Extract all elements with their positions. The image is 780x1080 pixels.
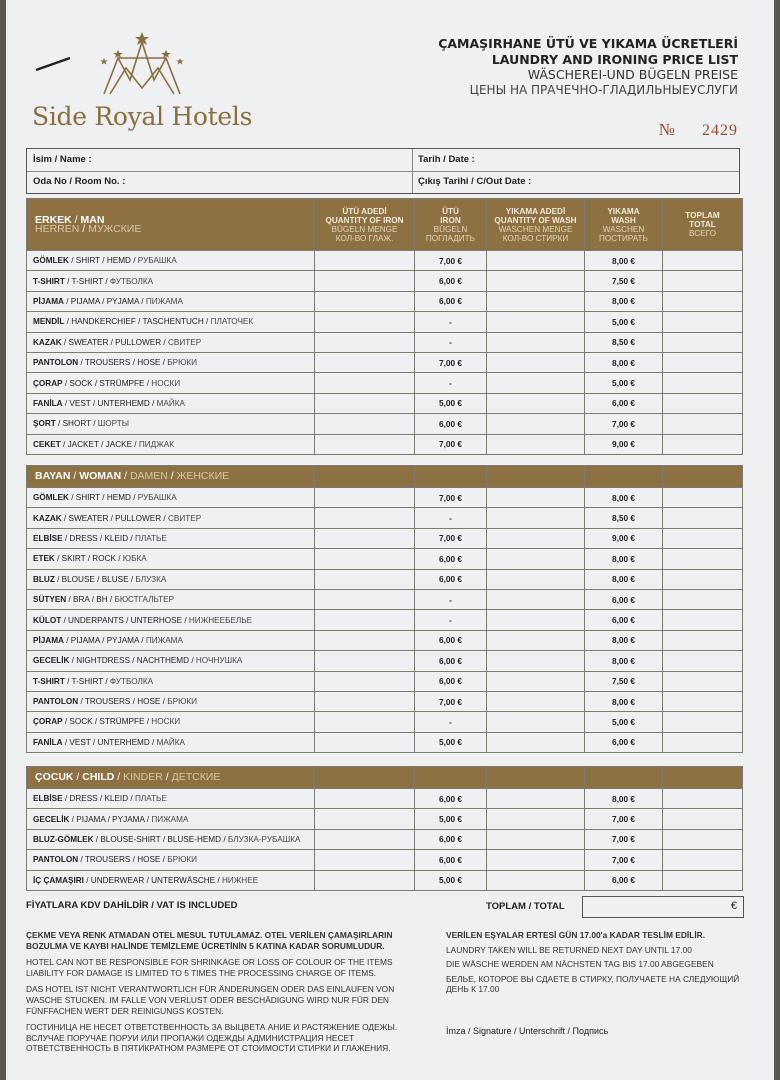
wash-price: 8,00 € [585,291,663,311]
brand-name: Side Royal Hotels [32,102,253,131]
total-cell[interactable] [663,393,743,413]
signature-field[interactable] [446,1026,608,1036]
iron-qty-cell[interactable] [315,312,415,332]
table-row [27,508,743,528]
iron-price: 5,00 € [415,809,487,829]
iron-qty-cell[interactable] [315,332,415,352]
item-label: BLUZ / BLOUSE / BLUSE / БЛУЗКА [27,569,315,589]
table-row [27,352,743,372]
iron-qty-cell[interactable] [315,434,415,454]
iron-qty-cell[interactable] [315,352,415,372]
wash-price: 7,00 € [585,850,663,870]
date-field[interactable]: Tarih / Date : [418,154,475,165]
table-row [27,291,743,311]
wash-price: 5,00 € [585,312,663,332]
wash-qty-cell[interactable] [487,630,585,650]
table-row [27,712,743,732]
item-label: PİJAMA / PIJAMA / PYJAMA / ПИЖАМА [27,630,315,650]
table-row [27,589,743,609]
return-note-tr: VERİLEN EŞYALAR ERTESİ GÜN 17.00'a KADAR TESLİM EDİLİR. [446,930,706,940]
total-cell[interactable] [663,291,743,311]
total-cell[interactable] [663,251,743,271]
wash-price: 7,50 € [585,671,663,691]
iron-price: 7,00 € [415,434,487,454]
iron-price: 6,00 € [415,651,487,671]
table-row [27,271,743,291]
wash-qty-cell[interactable] [487,691,585,711]
iron-qty-cell[interactable] [315,651,415,671]
total-cell[interactable] [663,712,743,732]
info-divider [412,149,413,193]
wash-price: 9,00 € [585,434,663,454]
wash-qty-cell[interactable] [487,312,585,332]
total-cell[interactable] [663,809,743,829]
wash-price: 7,00 € [585,829,663,849]
total-cell[interactable] [663,488,743,508]
serial-number [659,120,738,140]
total-cell[interactable] [663,671,743,691]
item-label: PANTOLON / TROUSERS / HOSE / БРЮКИ [27,691,315,711]
total-label: TOPLAM / TOTAL [486,901,565,912]
item-label: ÇORAP / SOCK / STRÜMPFE / НОСКИ [27,712,315,732]
table-row [27,549,743,569]
item-label: T-SHIRT / T-SHIRT / ФУТБОЛКА [27,671,315,691]
info-row-1 [27,149,739,172]
table-row [27,651,743,671]
item-label: SÜTYEN / BRA / BH / БЮСТГАЛЬТЕР [27,589,315,609]
iron-price: - [415,312,487,332]
wash-price: 8,00 € [585,569,663,589]
wash-qty-cell[interactable] [487,651,585,671]
wash-qty-cell[interactable] [487,850,585,870]
item-label: KAZAK / SWEATER / PULLOWER / СВИТЕР [27,508,315,528]
table-row [27,671,743,691]
return-notes [446,930,756,999]
iron-price: 6,00 € [415,671,487,691]
table-row [27,870,743,890]
iron-price: 7,00 € [415,251,487,271]
iron-qty-cell[interactable] [315,549,415,569]
hotel-logo [26,28,266,138]
wash-qty-cell[interactable] [487,809,585,829]
iron-price: 5,00 € [415,393,487,413]
men-price-table [26,198,743,455]
iron-qty-cell[interactable] [315,291,415,311]
wash-qty-cell[interactable] [487,589,585,609]
total-cell[interactable] [663,569,743,589]
col-wash: YIKAMA WASH WASCHEN ПОСТИРАТЬ [585,199,663,251]
wash-price: 7,50 € [585,271,663,291]
item-label: T-SHIRT / T-SHIRT / ФУТБОЛКА [27,271,315,291]
section-header-men: ERKEK / MAN HERREN / МУЖСКИЕ [27,199,315,251]
title-en: LAUNDRY AND IRONING PRICE LIST [491,51,738,67]
item-label: MENDİL / HANDKERCHIEF / TASCHENTUCH / ПЛАТОЧЕК [27,312,315,332]
info-row-2 [27,171,739,193]
table-row [27,809,743,829]
col-total: TOPLAM TOTAL ВСЕГО [663,199,743,251]
iron-qty-cell[interactable] [315,671,415,691]
wash-qty-cell[interactable] [487,732,585,752]
wash-price: 8,00 € [585,352,663,372]
wash-price: 6,00 € [585,870,663,890]
item-label: BLUZ-GÖMLEK / BLOUSE-SHIRT / BLUSE-HEMD / БЛУЗКА-РУБАШКА [27,829,315,849]
table-row [27,850,743,870]
item-label: ELBİSE / DRESS / KLEID / ПЛАТЬЕ [27,528,315,548]
table-row [27,488,743,508]
total-cell[interactable] [663,610,743,630]
wash-price: 8,00 € [585,630,663,650]
item-label: ÇORAP / SOCK / STRÜMPFE / НОСКИ [27,373,315,393]
table-row [27,630,743,650]
iron-price: 5,00 € [415,732,487,752]
wash-qty-cell[interactable] [487,610,585,630]
title-ru: ЦЕНЫ НА ПРАЧЕЧНО-ГЛАДИЛЬНЫЕУСЛУГИ [469,82,738,97]
total-cell[interactable] [663,732,743,752]
total-cell[interactable] [663,332,743,352]
wash-price: 5,00 € [585,373,663,393]
item-label: KÜLOT / UNDERPANTS / UNTERHOSE / НИЖНЕЕБЕЛЬЕ [27,610,315,630]
wash-qty-cell[interactable] [487,870,585,890]
total-cell[interactable] [663,549,743,569]
return-note-en: LAUNDRY TAKEN WILL BE RETURNED NEXT DAY UNTIL 17.00 [446,944,692,955]
iron-price: 6,00 € [415,414,487,434]
checkout-date-field[interactable]: Çıkış Tarihi / C/Out Date : [418,176,532,187]
number-sign: № [658,120,676,139]
iron-price: 7,00 € [415,488,487,508]
serial-value: 2429 [702,122,738,139]
guest-info-box [26,148,740,194]
grand-total [486,896,744,916]
iron-qty-cell[interactable] [315,809,415,829]
item-label: İÇ ÇAMAŞIRI / UNDERWEAR / UNTERWÄSCHE / НИЖНЕЕ [27,870,315,890]
iron-price: - [415,508,487,528]
return-note-ru: БЕЛЬЕ, КОТОРОЕ ВЫ СДАЕТЕ В СТИРКУ, ПОЛУЧАЕТЕ НА СЛЕДУЮЩИЙ ДЕНЬ К 17.00 [446,973,740,995]
vat-note: FİYATLARA KDV DAHİLDİR / VAT IS INCLUDED [26,900,238,911]
table-row [27,732,743,752]
iron-price: 6,00 € [415,271,487,291]
currency-symbol: € [730,900,737,912]
total-cell[interactable] [663,870,743,890]
name-field[interactable]: İsim / Name : [33,154,92,165]
wash-qty-cell[interactable] [487,829,585,849]
wash-price: 6,00 € [585,589,663,609]
item-label: PANTOLON / TROUSERS / HOSE / БРЮКИ [27,352,315,372]
iron-price: 6,00 € [415,850,487,870]
document-titles [438,36,738,98]
total-cell[interactable] [663,789,743,809]
table-row [27,332,743,352]
wash-qty-cell[interactable] [487,332,585,352]
table-row [27,569,743,589]
wash-qty-cell[interactable] [487,488,585,508]
iron-price: - [415,610,487,630]
iron-qty-cell[interactable] [315,569,415,589]
total-cell[interactable] [663,651,743,671]
wash-price: 6,00 € [585,393,663,413]
iron-qty-cell[interactable] [315,373,415,393]
col-wash-qty: YIKAMA ADEDİ QUANTITY OF WASH WASCHEN MENGE КОЛ-ВО СТИРКИ [487,199,585,251]
total-cell[interactable] [663,691,743,711]
wash-qty-cell[interactable] [487,789,585,809]
iron-qty-cell[interactable] [315,251,415,271]
iron-price: 5,00 € [415,870,487,890]
iron-qty-cell[interactable] [315,829,415,849]
liability-notes [26,930,406,1060]
item-label: PANTOLON / TROUSERS / HOSE / БРЮКИ [27,850,315,870]
total-cell[interactable] [663,434,743,454]
item-label: KAZAK / SWEATER / PULLOWER / СВИТЕР [27,332,315,352]
note-tr: ÇEKME VEYA RENK ATMADAN OTEL MESUL TUTULAMAZ. OTEL VERİLEN ÇAMAŞIRLARIN BOZULMA VE KAYBI HALİNDE TEMİZLEME ÜCRETİNİN 5 KATINA KADAR SORUMLUDUR. [26,930,393,951]
wash-price: 6,00 € [585,732,663,752]
iron-qty-cell[interactable] [315,589,415,609]
total-cell[interactable] [663,528,743,548]
col-iron: ÜTÜ IRON BÜGELN ПОГЛАДИТЬ [415,199,487,251]
wash-price: 6,00 € [585,610,663,630]
item-label: GÖMLEK / SHIRT / HEMD / РУБАШКА [27,251,315,271]
wash-price: 8,00 € [585,488,663,508]
item-label: ELBİSE / DRESS / KLEID / ПЛАТЬЕ [27,789,315,809]
wash-qty-cell[interactable] [487,434,585,454]
iron-qty-cell[interactable] [315,789,415,809]
wash-qty-cell[interactable] [487,671,585,691]
iron-price: - [415,373,487,393]
total-cell[interactable] [663,508,743,528]
crown-logo-icon [26,28,206,98]
table-row [27,434,743,454]
total-cell[interactable] [663,630,743,650]
iron-price: 6,00 € [415,291,487,311]
iron-price: 6,00 € [415,829,487,849]
item-label: GECELİK / NIGHTDRESS / NACHTHEMD / НОЧНУШКА [27,651,315,671]
wash-price: 8,00 € [585,651,663,671]
wash-qty-cell[interactable] [487,373,585,393]
iron-price: 7,00 € [415,352,487,372]
iron-price: 7,00 € [415,691,487,711]
wash-qty-cell[interactable] [487,251,585,271]
total-cell[interactable] [663,271,743,291]
wash-price: 7,00 € [585,414,663,434]
table-row [27,829,743,849]
wash-qty-cell[interactable] [487,414,585,434]
iron-qty-cell[interactable] [315,691,415,711]
iron-qty-cell[interactable] [315,850,415,870]
col-iron-qty: ÜTÜ ADEDİ QUANTITY OF IRON BÜGELN MENGE КОЛ-ВО ГЛАЖ. [315,199,415,251]
title-de: WÄSCHEREI-UND BÜGELN PREISE [527,67,738,82]
iron-price: - [415,712,487,732]
total-cell[interactable] [663,352,743,372]
note-en: HOTEL CAN NOT BE RESPONSIBLE FOR SHRINKAGE OR LOSS OF COLOUR OF THE ITEMS LIABILITY FOR DAMAGE IS LIMITED TO 5 TIMES THE PROCESSING CHARGE OF ITEMS. [26,957,393,978]
wash-price: 8,50 € [585,332,663,352]
return-note-de: DIE WÄSCHE WERDEN AM NÄCHSTEN TAG BIS 17.00 ABGEGEBEN [446,959,714,970]
item-label: FANİLA / VEST / UNTERHEMD / МАЙКА [27,732,315,752]
iron-qty-cell[interactable] [315,712,415,732]
wash-price: 7,00 € [585,809,663,829]
room-field[interactable]: Oda No / Room No. : [33,176,126,187]
table-row [27,373,743,393]
women-price-table [26,465,743,753]
wash-price: 8,00 € [585,251,663,271]
wash-qty-cell[interactable] [487,569,585,589]
iron-price: 7,00 € [415,528,487,548]
wash-qty-cell[interactable] [487,508,585,528]
wash-qty-cell[interactable] [487,528,585,548]
table-row [27,251,743,271]
iron-qty-cell[interactable] [315,870,415,890]
table-row [27,414,743,434]
section-header-women: BAYAN / WOMAN / DAMEN / ЖЕНСКИЕ [27,466,315,488]
item-label: ŞORT / SHORT / ШОРТЫ [27,414,315,434]
wash-qty-cell[interactable] [487,712,585,732]
table-row [27,789,743,809]
wash-qty-cell[interactable] [487,352,585,372]
wash-price: 5,00 € [585,712,663,732]
item-label: CEKET / JACKET / JACKE / ПИДЖАК [27,434,315,454]
iron-qty-cell[interactable] [315,488,415,508]
iron-qty-cell[interactable] [315,393,415,413]
iron-qty-cell[interactable] [315,508,415,528]
child-price-table [26,766,743,891]
wash-price: 8,00 € [585,691,663,711]
table-row [27,393,743,413]
iron-qty-cell[interactable] [315,414,415,434]
iron-price: 6,00 € [415,569,487,589]
total-cell[interactable] [663,312,743,332]
signature-label: İmza / Signature / Unterschrift / Подпись [446,1026,609,1036]
iron-price: 6,00 € [415,789,487,809]
iron-price: 6,00 € [415,549,487,569]
total-cell[interactable] [663,373,743,393]
iron-price: 6,00 € [415,630,487,650]
title-tr: ÇAMAŞIRHANE ÜTÜ VE YIKAMA ÜCRETLERİ [438,36,738,51]
total-cell[interactable] [663,414,743,434]
iron-qty-cell[interactable] [315,732,415,752]
iron-qty-cell[interactable] [315,528,415,548]
item-label: FANİLA / VEST / UNTERHEMD / МАЙКА [27,393,315,413]
item-label: GÖMLEK / SHIRT / HEMD / РУБАШКА [27,488,315,508]
iron-qty-cell[interactable] [315,610,415,630]
wash-price: 8,00 € [585,789,663,809]
iron-price: - [415,332,487,352]
note-ru: ГОСТИНИЦА НЕ НЕСЕТ ОТВЕТСТВЕННОСТЬ ЗА ВЫЦВЕТА АНИЕ И РАСТЯЖЕНИЕ ОДЕЖЫ. ВСЛУЧАЕ ПОРУЧАЕ ПОРУИ ИЛИ ПРОПАЖИ ОДЕЖДЫ АДМИНИСТРАЦИЯ НЕСЕТ ОТВЕТСТВЕННОСТЬ В ПЯТИКРАТНОМ РАЗМЕРЕ ОТ СТОИМОСТИ СТИРКИ И ГЛАЖЕНИЯ. [26,1022,398,1054]
item-label: ETEK / SKIRT / ROCK / ЮБКА [27,549,315,569]
wash-qty-cell[interactable] [487,393,585,413]
table-row [27,312,743,332]
table-row [27,528,743,548]
total-cell[interactable] [663,850,743,870]
wash-qty-cell[interactable] [487,271,585,291]
total-input-box[interactable] [582,896,744,918]
table-row [27,691,743,711]
table-row [27,610,743,630]
item-label: GECELİK / PIJAMA / PYJAMA / ПИЖАМА [27,809,315,829]
wash-price: 8,00 € [585,549,663,569]
price-list-sheet [6,0,774,1080]
iron-qty-cell[interactable] [315,630,415,650]
note-de: DAS HOTEL IST NICHT VERANTWORTLICH FÜR ÄNDERUNGEN ODER DAS EINLAUFEN VON WASCHE STUCKEN. IM FALLE VON VERLUST ODER BESCHÄDIGUNG WIRD NUR FÜR DEN FÜNFFACHEN WERT DER REINIGUNGS KOSTEN. [26,984,395,1016]
section-header-child: ÇOCUK / CHILD / KINDER / ДЕТСКИЕ [27,767,315,789]
iron-qty-cell[interactable] [315,271,415,291]
iron-price: - [415,589,487,609]
total-cell[interactable] [663,829,743,849]
total-cell[interactable] [663,589,743,609]
wash-price: 9,00 € [585,528,663,548]
wash-price: 8,50 € [585,508,663,528]
wash-qty-cell[interactable] [487,549,585,569]
item-label: PİJAMA / PIJAMA / PYJAMA / ПИЖАМА [27,291,315,311]
wash-qty-cell[interactable] [487,291,585,311]
